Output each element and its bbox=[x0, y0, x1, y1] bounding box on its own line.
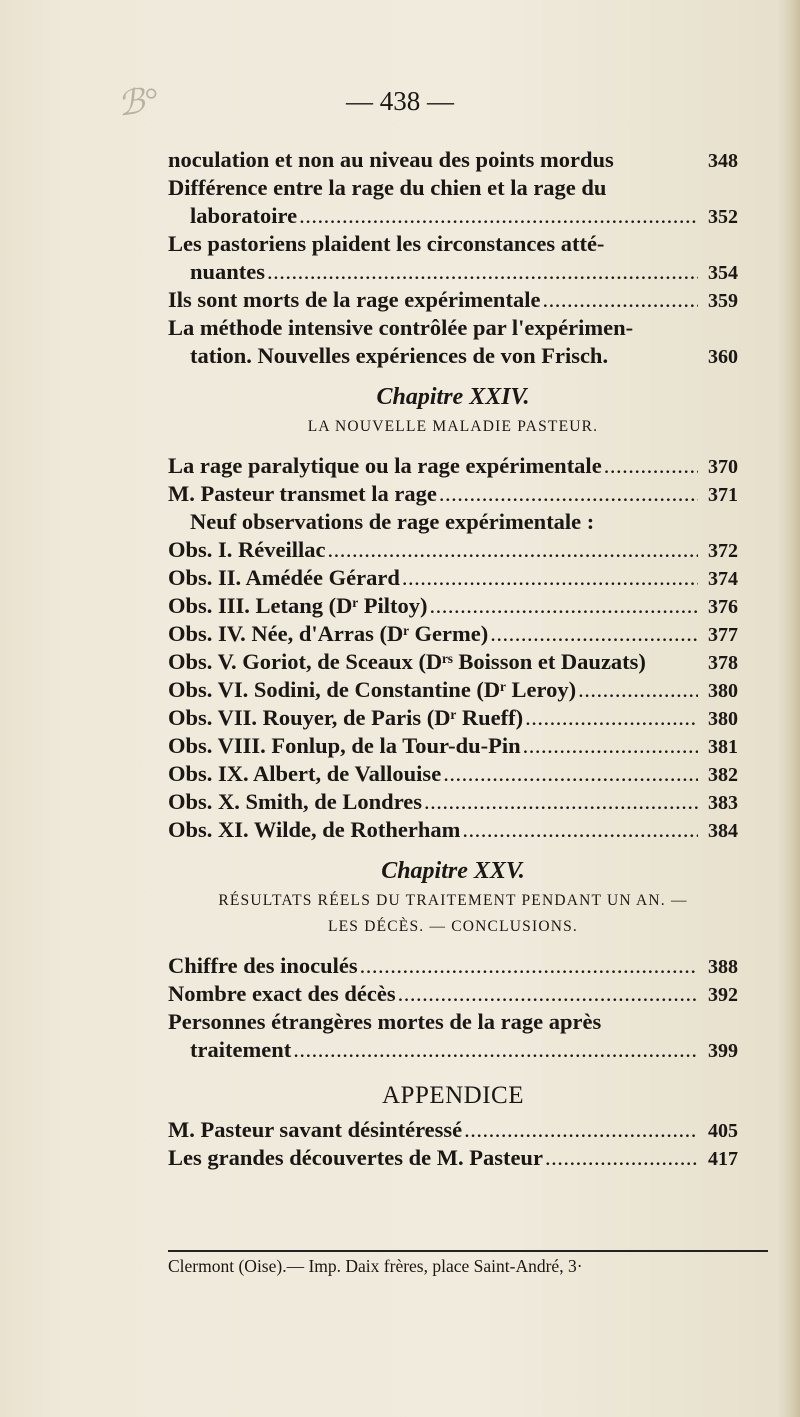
toc-entry-title: traitement bbox=[190, 1037, 292, 1062]
toc-entry-page: 382 bbox=[708, 764, 738, 786]
toc-entry-title: Chiffre des inoculés bbox=[168, 953, 358, 978]
toc-entry-title: La méthode intensive contrôlée par l'expérimen- bbox=[168, 315, 634, 340]
toc-entry-title: Personnes étrangères mortes de la rage après bbox=[168, 1009, 602, 1034]
toc-entry-page: 360 bbox=[708, 346, 738, 368]
toc-entry-title: La rage paralytique ou la rage expérimentale bbox=[168, 453, 602, 478]
toc-entry bbox=[168, 286, 738, 314]
toc-entry-title: Différence entre la rage du chien et la rage du bbox=[168, 175, 607, 200]
toc-entry bbox=[168, 704, 738, 732]
toc-entry-page: 370 bbox=[708, 456, 738, 478]
dot-leader bbox=[398, 980, 698, 1008]
chapter-25-subtitle-line1: RÉSULTATS RÉELS DU TRAITEMENT PENDANT UN AN. — bbox=[218, 892, 688, 909]
toc-entry-title: Neuf observations de rage expérimentale : bbox=[190, 509, 595, 534]
toc-entry bbox=[168, 1144, 738, 1172]
toc-entry-page: 359 bbox=[708, 290, 738, 312]
toc-entry bbox=[168, 258, 738, 286]
toc-entry bbox=[168, 980, 738, 1008]
appendix-title: APPENDICE bbox=[381, 1082, 524, 1109]
dot-leader bbox=[328, 536, 699, 564]
toc-entry bbox=[168, 230, 738, 258]
toc-entry bbox=[168, 620, 738, 648]
toc-entry-page: 380 bbox=[708, 708, 738, 730]
toc-entry-title: nuantes bbox=[190, 259, 266, 284]
toc-entry-page: 378 bbox=[708, 652, 738, 674]
toc-entry bbox=[168, 480, 738, 508]
dot-leader bbox=[430, 592, 699, 620]
toc-entry-title: Ils sont morts de la rage expérimentale bbox=[168, 287, 541, 312]
toc-entry bbox=[168, 536, 738, 564]
toc-entry-title: Obs. IX. Albert, de Vallouise bbox=[168, 761, 442, 786]
toc-section-continued bbox=[168, 146, 738, 370]
toc-entry-page: 372 bbox=[708, 540, 738, 562]
chapter-24-subtitle: LA NOUVELLE MALADIE PASTEUR. bbox=[307, 418, 599, 435]
toc-entry-page: 381 bbox=[708, 736, 738, 758]
toc-entry-title: laboratoire bbox=[190, 203, 298, 228]
toc-entry bbox=[168, 1036, 738, 1064]
toc-entry-page: 399 bbox=[708, 1040, 738, 1062]
toc-entry-title: Obs. I. Réveillac bbox=[168, 537, 326, 562]
toc-entry bbox=[168, 146, 738, 174]
dot-leader bbox=[439, 480, 698, 508]
chapter-25-subtitle-line2: LES DÉCÈS. — CONCLUSIONS. bbox=[327, 918, 579, 935]
toc-entry-page: 392 bbox=[708, 984, 738, 1006]
toc-entry bbox=[168, 732, 738, 760]
dot-leader bbox=[402, 564, 698, 592]
toc-entry bbox=[168, 952, 738, 980]
toc-entry-title: M. Pasteur transmet la rage bbox=[168, 481, 437, 506]
toc-entry-title: Obs. III. Letang (Dʳ Piltoy) bbox=[168, 593, 428, 618]
toc-entry-page: 380 bbox=[708, 680, 738, 702]
toc-entry-page: 354 bbox=[708, 262, 738, 284]
toc-entry bbox=[168, 676, 738, 704]
toc-entry-page: 417 bbox=[708, 1148, 738, 1170]
dot-leader bbox=[578, 676, 698, 704]
toc-entry-title: Obs. X. Smith, de Londres bbox=[168, 789, 423, 814]
toc-entry-page: 374 bbox=[708, 568, 738, 590]
toc-entry bbox=[168, 1008, 738, 1036]
library-stamp-mark: ℬ° bbox=[115, 81, 161, 124]
dot-leader bbox=[462, 816, 698, 844]
toc-entry bbox=[168, 816, 738, 844]
toc-entry-page: 352 bbox=[708, 206, 738, 228]
chapter-24-title: Chapitre XXIV. bbox=[376, 384, 530, 410]
table-of-contents bbox=[168, 146, 738, 1172]
chapter-25-title: Chapitre XXV. bbox=[381, 858, 525, 884]
toc-entry-page: 371 bbox=[708, 484, 738, 506]
page-number: — 438 — bbox=[346, 86, 454, 116]
toc-entry-title: Obs. II. Amédée Gérard bbox=[168, 565, 400, 590]
toc-entry-title: Obs. XI. Wilde, de Rotherham bbox=[168, 817, 461, 842]
chapter-25-entries bbox=[168, 952, 738, 1064]
toc-entry bbox=[168, 1116, 738, 1144]
dot-leader bbox=[443, 760, 698, 788]
dot-leader bbox=[490, 620, 698, 648]
toc-entry bbox=[168, 564, 738, 592]
toc-entry bbox=[168, 342, 738, 370]
toc-entry-page: 405 bbox=[708, 1120, 738, 1142]
toc-entry bbox=[168, 788, 738, 816]
dot-leader bbox=[525, 704, 698, 732]
toc-entry-page: 376 bbox=[708, 596, 738, 618]
toc-entry-title: noculation et non au niveau des points mordus bbox=[168, 147, 614, 172]
toc-entry-title: Obs. VIII. Fonlup, de la Tour-du-Pin bbox=[168, 733, 521, 758]
dot-leader bbox=[604, 452, 698, 480]
toc-entry-title: tation. Nouvelles expériences de von Frisch. bbox=[190, 343, 609, 368]
toc-entry bbox=[168, 314, 738, 342]
toc-entry bbox=[168, 648, 738, 676]
toc-entry bbox=[168, 174, 738, 202]
toc-entry-title: Obs. VII. Rouyer, de Paris (Dʳ Rueff) bbox=[168, 705, 524, 730]
toc-entry-title: Les grandes découvertes de M. Pasteur bbox=[168, 1145, 543, 1170]
printer-imprint: Clermont (Oise).— Imp. Daix frères, place Saint-André, 3· bbox=[168, 1250, 768, 1277]
toc-entry-title: Obs. VI. Sodini, de Constantine (Dʳ Leroy) bbox=[168, 677, 577, 702]
toc-entry bbox=[168, 760, 738, 788]
dot-leader bbox=[464, 1116, 698, 1144]
dot-leader bbox=[545, 1144, 698, 1172]
dot-leader bbox=[299, 202, 698, 230]
dot-leader bbox=[360, 952, 698, 980]
chapter-24-entries bbox=[168, 452, 738, 844]
toc-entry-page: 388 bbox=[708, 956, 738, 978]
toc-entry bbox=[168, 592, 738, 620]
appendix-entries bbox=[168, 1116, 738, 1172]
toc-entry-title: Les pastoriens plaident les circonstances atté- bbox=[168, 231, 605, 256]
dot-leader bbox=[293, 1036, 698, 1064]
toc-entry-title: M. Pasteur savant désintéressé bbox=[168, 1117, 463, 1142]
toc-entry-title: Obs. V. Goriot, de Sceaux (Dʳˢ Boisson et Dauzats) bbox=[168, 649, 646, 674]
dot-leader bbox=[542, 286, 698, 314]
toc-entry-title: Nombre exact des décès bbox=[168, 981, 396, 1006]
toc-entry bbox=[168, 452, 738, 480]
toc-entry bbox=[168, 202, 738, 230]
page-edge-shadow bbox=[778, 0, 800, 1417]
toc-entry-page: 377 bbox=[708, 624, 738, 646]
toc-entry bbox=[168, 508, 738, 536]
dot-leader bbox=[267, 258, 698, 286]
dot-leader bbox=[424, 788, 698, 816]
toc-entry-page: 383 bbox=[708, 792, 738, 814]
toc-entry-page: 384 bbox=[708, 820, 738, 842]
dot-leader bbox=[523, 732, 698, 760]
toc-entry-title: Obs. IV. Née, d'Arras (Dʳ Germe) bbox=[168, 621, 489, 646]
toc-entry-page: 348 bbox=[708, 150, 738, 172]
